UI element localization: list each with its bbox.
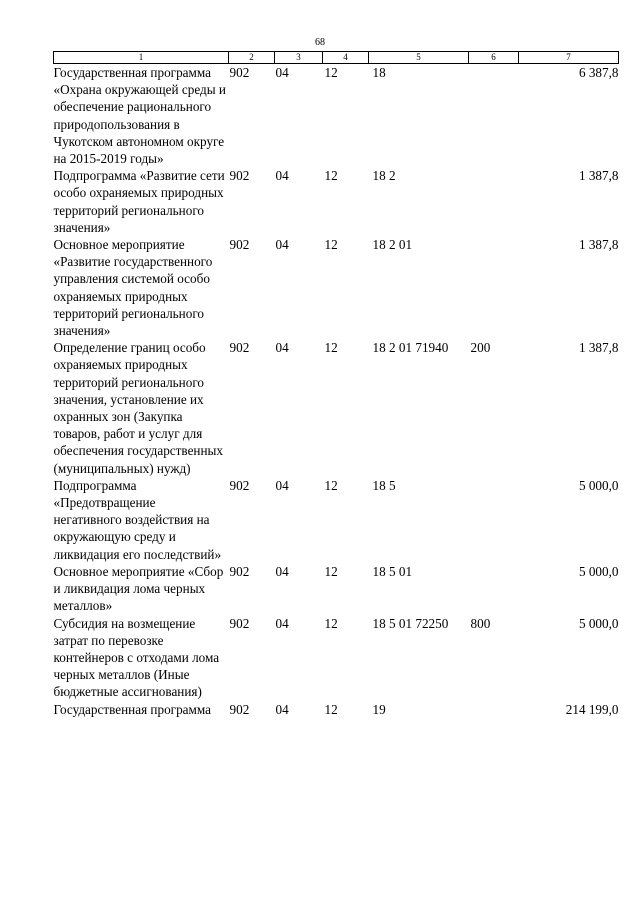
- table-row: [54, 701, 619, 718]
- table-row: [54, 236, 619, 339]
- row-csr: 18 2 01 71940: [372, 340, 449, 356]
- row-grbs: 902: [229, 615, 250, 631]
- column-header-5: 5: [369, 52, 469, 64]
- row-name: Подпрограмма «Предотвращение негативного воздействия на окружающую среду и ликвидация его последствий»: [53, 477, 222, 562]
- row-vr: [469, 477, 519, 563]
- row-vr: [469, 236, 519, 339]
- row-sum: 6 387,8: [578, 65, 619, 80]
- row-razdel: 04: [275, 65, 289, 80]
- row-razdel: 04: [275, 237, 289, 253]
- row-grbs: 902: [229, 340, 250, 356]
- column-header-7: 7: [519, 52, 619, 64]
- row-sum: 5 000,0: [578, 477, 619, 493]
- row-grbs: 902: [229, 701, 250, 717]
- row-name: Государственная программа: [53, 701, 211, 717]
- row-csr: 18 2 01: [372, 237, 413, 253]
- row-grbs: 902: [229, 563, 250, 579]
- row-csr: 18: [372, 65, 386, 80]
- table-row: [54, 64, 619, 168]
- row-name: Государственная программа «Охрана окружающей среды и обеспечение рационального природопользования в Чукотском автономном округе на 2015-2019 годы»: [53, 65, 226, 167]
- row-sum: 5 000,0: [578, 563, 619, 579]
- table-body: [54, 64, 619, 718]
- row-sum: 1 387,8: [578, 168, 619, 184]
- row-vr: 200: [470, 340, 491, 356]
- row-sum: 5 000,0: [578, 615, 619, 631]
- table-row: [54, 477, 619, 563]
- row-razdel: 04: [275, 340, 289, 356]
- row-razdel: 04: [275, 477, 289, 493]
- row-podrazdel: 12: [324, 168, 338, 184]
- row-razdel: 04: [275, 563, 289, 579]
- page-number: 68: [315, 37, 325, 48]
- row-name: Основное мероприятие «Развитие государственного управления системой особо охраняемых природных территорий регионального значения»: [53, 237, 213, 339]
- row-vr: [469, 64, 519, 168]
- table-row: [54, 615, 619, 701]
- row-grbs: 902: [229, 477, 250, 493]
- row-razdel: 04: [275, 168, 289, 184]
- row-grbs: 902: [229, 237, 250, 253]
- row-csr: 18 5 01: [372, 563, 413, 579]
- column-header-6: 6: [469, 52, 519, 64]
- row-vr: 800: [470, 615, 491, 631]
- row-sum: 1 387,8: [578, 340, 619, 356]
- row-csr: 19: [372, 701, 386, 717]
- row-podrazdel: 12: [324, 563, 338, 579]
- row-grbs: 902: [229, 168, 250, 184]
- row-csr: 18 5 01 72250: [372, 615, 449, 631]
- budget-table: [53, 51, 619, 718]
- row-podrazdel: 12: [324, 237, 338, 253]
- row-sum: 214 199,0: [565, 701, 619, 717]
- column-header-4: 4: [323, 52, 369, 64]
- row-podrazdel: 12: [324, 65, 338, 80]
- row-podrazdel: 12: [324, 340, 338, 356]
- row-vr: [469, 167, 519, 236]
- table-row: [54, 563, 619, 615]
- row-podrazdel: 12: [324, 701, 338, 717]
- row-vr: [469, 563, 519, 615]
- row-name: Основное мероприятие «Сбор и ликвидация лома черных металлов»: [53, 563, 224, 614]
- row-csr: 18 2: [372, 168, 396, 184]
- row-csr: 18 5: [372, 477, 396, 493]
- row-podrazdel: 12: [324, 615, 338, 631]
- table-header: [54, 52, 619, 64]
- row-name: Подпрограмма «Развитие сети особо охраняемых природных территорий регионального значения»: [53, 168, 225, 235]
- column-header-1: 1: [54, 52, 229, 64]
- row-grbs: 902: [229, 65, 250, 80]
- row-sum: 1 387,8: [578, 237, 619, 253]
- row-podrazdel: 12: [324, 477, 338, 493]
- row-name: Определение границ особо охраняемых природных территорий регионального значения, установление их охранных зон (Закупка товаров, работ и услуг для обеспечения государственных (муниципальных) нужд): [53, 340, 223, 476]
- row-vr: [469, 701, 519, 718]
- row-razdel: 04: [275, 701, 289, 717]
- column-header-3: 3: [275, 52, 323, 64]
- row-name: Субсидия на возмещение затрат по перевозке контейнеров с отходами лома черных металлов (Иные бюджетные ассигнования): [53, 615, 220, 700]
- column-number-row: [54, 52, 619, 64]
- table-row: [54, 167, 619, 236]
- column-header-2: 2: [229, 52, 275, 64]
- table-row: [54, 339, 619, 477]
- row-razdel: 04: [275, 615, 289, 631]
